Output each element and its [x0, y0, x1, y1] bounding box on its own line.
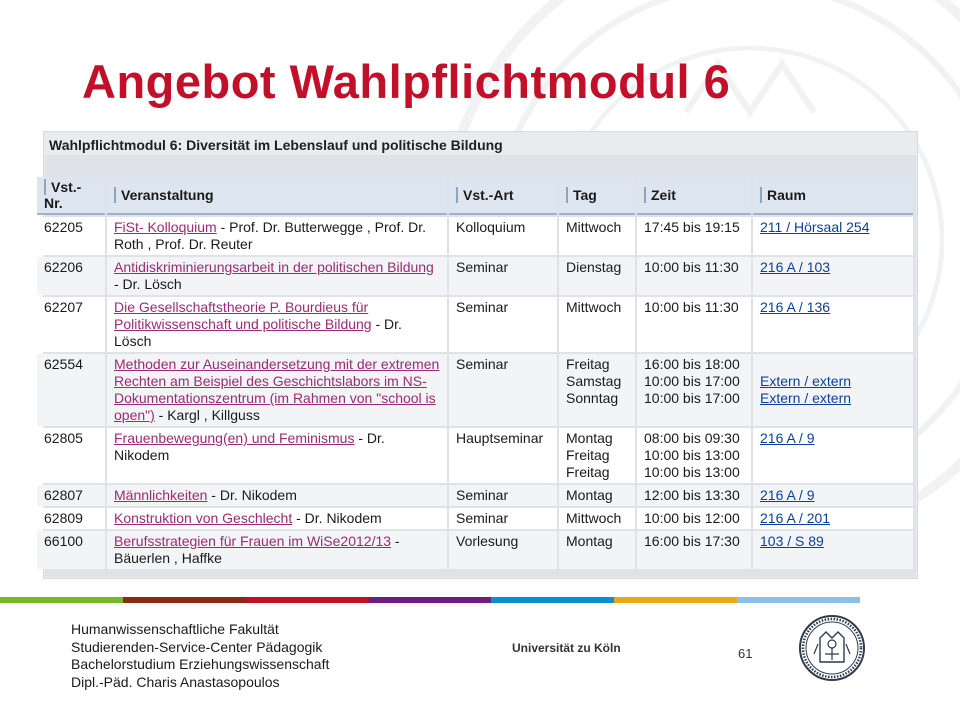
room-link-cell [753, 428, 913, 483]
course-link[interactable]: FiSt- Kolloquium [114, 219, 217, 235]
course-day: Freitag [566, 356, 610, 372]
course-cell [107, 297, 447, 352]
course-day: Mittwoch [566, 510, 622, 526]
column-header[interactable]: Raum [753, 177, 913, 215]
room-link-cell [753, 531, 913, 569]
room-link[interactable]: 211 / Hörsaal 254 [760, 219, 870, 235]
lecturer: - Dr. Nikodem [114, 430, 385, 463]
course-day: Freitag [566, 447, 610, 463]
footer-line: Studierenden-Service-Center Pädagogik [71, 638, 323, 655]
table-row [37, 354, 913, 426]
course-time-cell [637, 354, 751, 426]
column-header[interactable]: Zeit [637, 177, 751, 215]
course-number: 66100 [37, 531, 105, 569]
course-type: Seminar [449, 508, 557, 529]
room-link-cell [753, 508, 913, 529]
color-bar-segment [246, 597, 369, 603]
course-link[interactable]: Berufsstrategien für Frauen im WiSe2012/13 [114, 533, 392, 549]
course-time-cell [637, 485, 751, 506]
table-row [37, 428, 913, 483]
course-day: Sonntag [566, 390, 619, 406]
lecturer: - Dr. Nikodem [292, 510, 382, 526]
table-row [37, 217, 913, 255]
lecturer: - Bäuerlen , Haffke [114, 533, 400, 566]
table-row [37, 485, 913, 506]
course-day: Dienstag [566, 259, 622, 275]
course-number: 62207 [37, 297, 105, 352]
column-header[interactable]: Tag [559, 177, 635, 215]
course-time: 10:00 bis 11:30 [644, 299, 739, 315]
course-time-cell [637, 257, 751, 295]
course-day-cell [559, 217, 635, 255]
room-link[interactable]: 216 A / 103 [760, 259, 831, 275]
lecturer: - Dr. Lösch [114, 276, 182, 292]
course-day: Montag [566, 533, 613, 549]
course-type: Hauptseminar [449, 428, 557, 483]
column-header[interactable]: Vst.-Art [449, 177, 557, 215]
course-cell [107, 354, 447, 426]
course-time-cell [637, 297, 751, 352]
room-link[interactable]: 103 / S 89 [760, 533, 824, 549]
course-day: Mittwoch [566, 299, 622, 315]
room-link[interactable]: 216 A / 136 [760, 299, 831, 315]
color-bar [0, 597, 860, 603]
table-row [37, 508, 913, 529]
course-time: 10:00 bis 17:00 [644, 373, 740, 389]
room-link-cell [753, 354, 913, 426]
course-number: 62807 [37, 485, 105, 506]
room-link[interactable]: 216 A / 9 [760, 487, 815, 503]
course-link[interactable]: Männlichkeiten [114, 487, 208, 503]
course-link[interactable]: Die Gesellschaftstheorie P. Bourdieus für Politikwissenschaft und politische Bildung [114, 299, 372, 332]
room-link[interactable]: Extern / extern [760, 373, 852, 389]
course-link[interactable]: Konstruktion von Geschlecht [114, 510, 293, 526]
color-bar-segment [369, 597, 492, 603]
course-cell [107, 508, 447, 529]
university-name: Universität zu Köln [512, 641, 621, 655]
course-number: 62206 [37, 257, 105, 295]
course-time: 12:00 bis 13:30 [644, 487, 740, 503]
color-bar-segment [0, 597, 123, 603]
course-day: Samstag [566, 373, 622, 389]
course-time-cell [637, 428, 751, 483]
room-link-cell [753, 217, 913, 255]
course-time: 08:00 bis 09:30 [644, 430, 740, 446]
page-number: 61 [738, 646, 753, 661]
course-time: 10:00 bis 13:00 [644, 447, 740, 463]
course-time: 16:00 bis 18:00 [644, 356, 740, 372]
course-cell [107, 428, 447, 483]
course-cell [107, 485, 447, 506]
footer-institution [71, 621, 329, 691]
course-time: 10:00 bis 12:00 [644, 510, 740, 526]
table-header-row [37, 177, 913, 215]
footer-line: Humanwissenschaftliche Fakultät [71, 621, 279, 637]
university-seal-icon [798, 614, 866, 682]
room-link[interactable]: 216 A / 9 [760, 430, 815, 446]
footer-line: Bachelorstudium Erziehungswissenschaft [71, 656, 330, 672]
course-time: 16:00 bis 17:30 [644, 533, 740, 549]
course-number: 62205 [37, 217, 105, 255]
course-day: Montag [566, 430, 613, 446]
course-time-cell [637, 217, 751, 255]
course-day-cell [559, 508, 635, 529]
course-link[interactable]: Antidiskriminierungsarbeit in der politischen Bildung [114, 259, 434, 275]
color-bar-segment [491, 597, 614, 603]
table-row [37, 531, 913, 569]
course-type: Vorlesung [449, 531, 557, 569]
course-link[interactable]: Frauenbewegung(en) und Feminismus [114, 430, 355, 446]
course-type: Seminar [449, 297, 557, 352]
room-link-cell [753, 485, 913, 506]
course-time-cell [637, 508, 751, 529]
room-link[interactable]: Extern / extern [760, 390, 852, 406]
course-cell [107, 257, 447, 295]
lecturer: - Dr. Nikodem [207, 487, 297, 503]
course-day-cell [559, 531, 635, 569]
course-day-cell [559, 297, 635, 352]
course-number: 62554 [37, 354, 105, 426]
course-time: 10:00 bis 17:00 [644, 390, 740, 406]
course-day: Freitag [566, 464, 610, 480]
course-time: 10:00 bis 13:00 [644, 464, 740, 480]
course-day-cell [559, 354, 635, 426]
course-link[interactable]: Methoden zur Auseinandersetzung mit der extremen Rechten am Beispiel des Geschichtslabors im NS-Dokumentationszentrum (im Rahmen von "school is open") [114, 356, 440, 423]
table-row [37, 297, 913, 352]
course-day-cell [559, 428, 635, 483]
room-link[interactable]: 216 A / 201 [760, 510, 831, 526]
lecturer: - Prof. Dr. Butterwegge , Prof. Dr. Roth , Prof. Dr. Reuter [114, 219, 426, 252]
table-row [37, 257, 913, 295]
color-bar-segment [614, 597, 737, 603]
course-time-cell [637, 531, 751, 569]
lecturer: - Dr. Lösch [114, 316, 402, 349]
color-bar-segment [737, 597, 860, 603]
column-header[interactable]: Veranstaltung [107, 177, 447, 215]
course-number: 62809 [37, 508, 105, 529]
course-cell [107, 217, 447, 255]
course-type: Kolloquium [449, 217, 557, 255]
course-day: Mittwoch [566, 219, 622, 235]
slide-title: Angebot Wahlpflichtmodul 6 [82, 55, 731, 108]
panel-heading: Wahlpflichtmodul 6: Diversität im Lebenslauf und politische Bildung [49, 137, 503, 153]
course-day-cell [559, 257, 635, 295]
column-header[interactable]: Vst.-Nr. [37, 177, 105, 215]
course-cell [107, 531, 447, 569]
course-time: 10:00 bis 11:30 [644, 259, 739, 275]
room-link-cell [753, 257, 913, 295]
course-number: 62805 [37, 428, 105, 483]
course-day: Montag [566, 487, 613, 503]
course-type: Seminar [449, 485, 557, 506]
lecturer: - Kargl , Killguss [154, 407, 260, 423]
color-bar-segment [123, 597, 246, 603]
course-type: Seminar [449, 257, 557, 295]
course-table [35, 175, 915, 571]
course-time: 17:45 bis 19:15 [644, 219, 740, 235]
room-link-cell [753, 297, 913, 352]
course-type: Seminar [449, 354, 557, 426]
footer-line: Dipl.-Päd. Charis Anastasopoulos [71, 673, 280, 690]
course-day-cell [559, 485, 635, 506]
